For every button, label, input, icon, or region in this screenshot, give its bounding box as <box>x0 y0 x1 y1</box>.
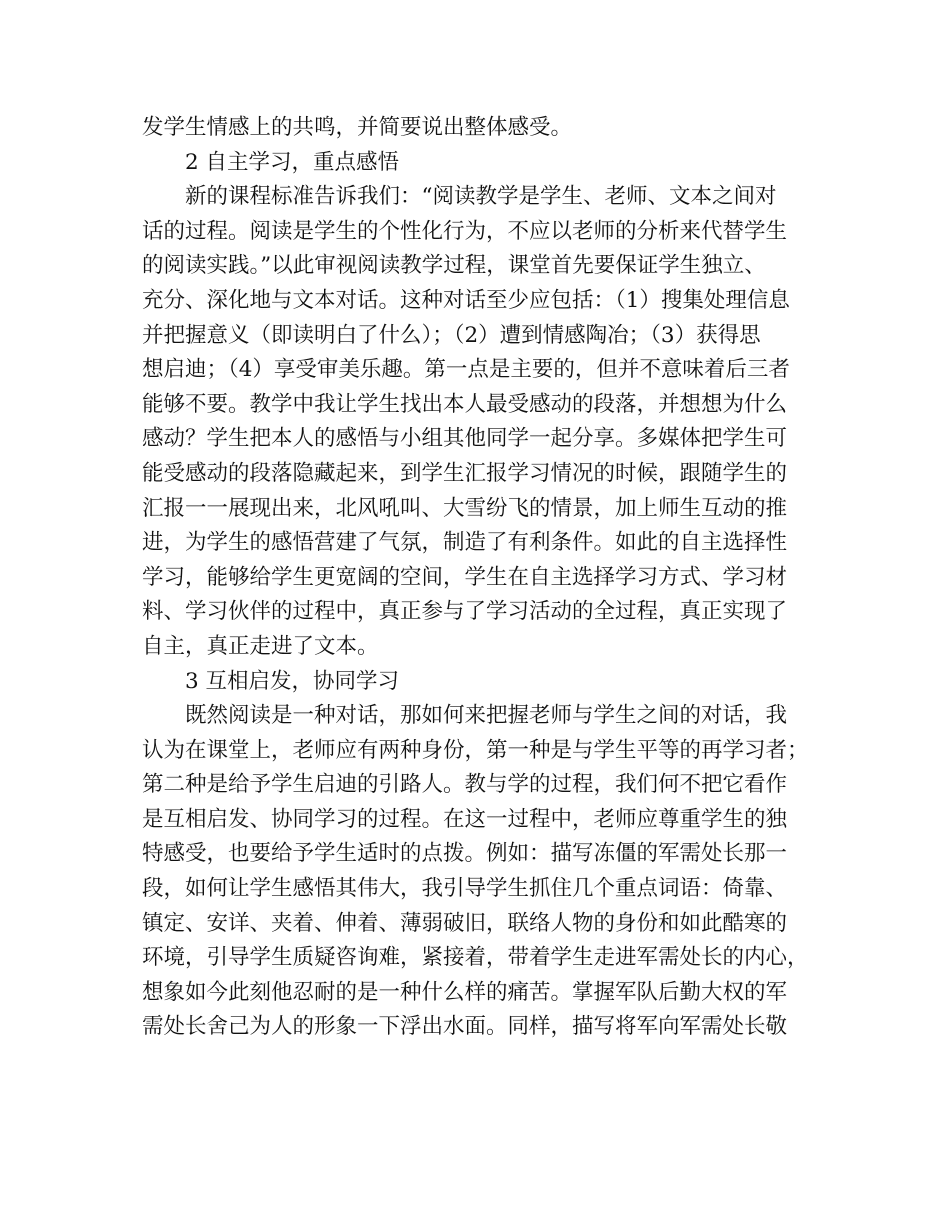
text-line: 第二种是给予学生启迪的引路人。教与学的过程，我们何不把它看作 <box>142 772 788 798</box>
text-line: 特感受，也要给予学生适时的点拨。例如：描写冻僵的军需处长那一 <box>142 841 788 867</box>
text-line: 话的过程。阅读是学生的个性化行为，不应以老师的分析来代替学生 <box>142 218 788 244</box>
text-line: 镇定、安详、夹着、伸着、薄弱破旧，联络人物的身份和如此酷寒的 <box>142 910 788 936</box>
text-line: 能够不要。教学中我让学生找出本人最受感动的段落，并想想为什么 <box>142 391 788 417</box>
text-line: 想启迪；（4）享受审美乐趣。第一点是主要的，但并不意味着后三者 <box>142 357 790 383</box>
text-line: 想象如今此刻他忍耐的是一种什么样的痛苦。掌握军队后勤大权的军 <box>142 979 788 1005</box>
text-line: 学习，能够给学生更宽阔的空间，学生在自主选择学习方式、学习材 <box>142 564 788 590</box>
text-line: 认为在课堂上，老师应有两种身份，第一种是与学生平等的再学习者； <box>142 737 809 763</box>
text-line: 自主，真正走进了文本。 <box>142 633 379 659</box>
text-line: 充分、深化地与文本对话。这种对话至少应包括：（1）搜集处理信息 <box>142 287 790 313</box>
text-line: 并把握意义（即读明白了什么）；（2）遭到情感陶冶；（3）获得思 <box>142 322 761 348</box>
text-line: 进，为学生的感悟营建了气氛，制造了有利条件。如此的自主选择性 <box>142 530 788 556</box>
section-heading: 2 自主学习，重点感悟 <box>185 149 400 175</box>
text-line: 感动？学生把本人的感悟与小组其他同学一起分享。多媒体把学生可 <box>142 426 788 452</box>
text-line: 的阅读实践。”以此审视阅读教学过程，课堂首先要保证学生独立、 <box>142 253 766 279</box>
text-line: 是互相启发、协同学习的过程。在这一过程中，老师应尊重学生的独 <box>142 806 788 832</box>
paragraph-first-line: 既然阅读是一种对话，那如何来把握老师与学生之间的对话，我 <box>185 703 788 729</box>
text-line: 需处长舍己为人的形象一下浮出水面。同样，描写将军向军需处长敬 <box>142 1014 788 1040</box>
text-line: 发学生情感上的共鸣，并简要说出整体感受。 <box>142 115 573 140</box>
section-heading: 3 互相启发，协同学习 <box>185 668 400 694</box>
text-line: 汇报一一展现出来，北风吼叫、大雪纷飞的情景，加上师生互动的推 <box>142 495 788 521</box>
paragraph-first-line: 新的课程标准告诉我们：“阅读教学是学生、老师、文本之间对 <box>185 184 777 210</box>
text-line: 环境，引导学生质疑咨询难，紧接着，带着学生走进军需处长的内心， <box>142 945 809 971</box>
document-page <box>142 111 812 1045</box>
text-line: 能受感动的段落隐藏起来，到学生汇报学习情况的时候，跟随学生的 <box>142 460 788 486</box>
text-line: 段，如何让学生感悟其伟大，我引导学生抓住几个重点词语：倚靠、 <box>142 876 788 902</box>
text-line: 料、学习伙伴的过程中，真正参与了学习活动的全过程，真正实现了 <box>142 599 788 625</box>
